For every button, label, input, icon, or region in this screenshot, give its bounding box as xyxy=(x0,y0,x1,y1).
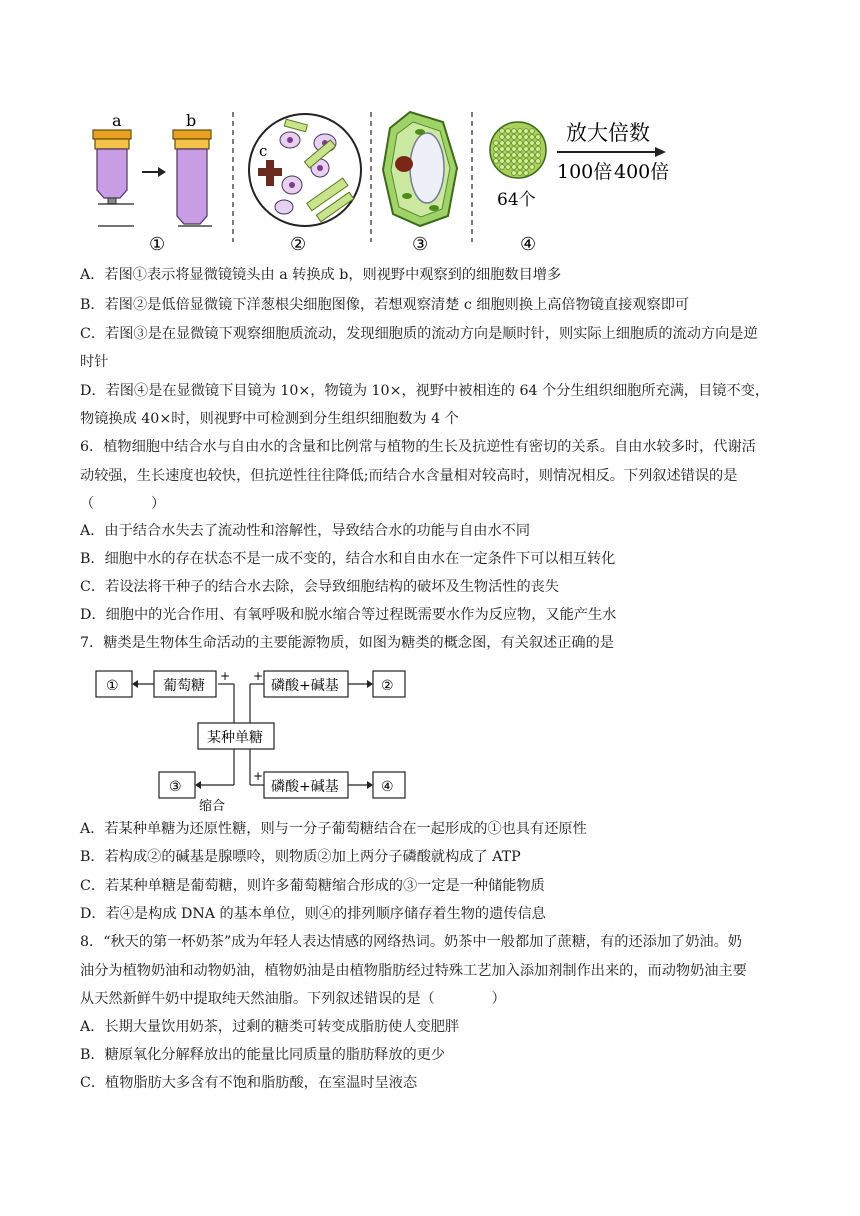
meristem-cell xyxy=(530,147,535,152)
meristem-cell xyxy=(500,135,505,140)
q8-option-a: A．长期大量饮用奶茶，过剩的糖类可转变成脂肪使人变肥胖 xyxy=(80,1019,460,1035)
meristem-cell xyxy=(512,141,517,146)
meristem-cell xyxy=(506,141,511,146)
q7-option-b: B．若构成②的碱基是腺嘌呤，则物质②加上两分子磷酸就构成了 ATP xyxy=(80,849,521,865)
q5-option-d-line2: 物镜换成 40×时，则视野中可检测到分生组织细胞数为 4 个 xyxy=(80,411,459,427)
meristem-cell xyxy=(506,165,511,170)
q5-option-d-line1: D．若图④是在显微镜下目镜为 10×，物镜为 10×，视野中被相连的 64 个分生组织细胞所充满，目镜不变， xyxy=(80,383,770,399)
meristem-cell xyxy=(506,153,511,158)
meristem-cell xyxy=(536,159,541,164)
q6-option-c: C．若设法将干种子的结合水去除，会导致细胞结构的破坏及生物活性的丧失 xyxy=(80,579,560,595)
meristem-cell xyxy=(500,129,505,134)
magnification-400: 400倍 xyxy=(614,161,670,183)
meristem-cell xyxy=(524,159,529,164)
magnification-100: 100倍 xyxy=(557,161,613,183)
meristem-cell xyxy=(512,159,517,164)
meristem-cell xyxy=(512,135,517,140)
meristem-cell xyxy=(500,153,505,158)
q8-stem-line1: 8．“秋天的第一杯奶茶”成为年轻人表达情感的网络热词。奶茶中一般都加了蔗糖，有的还添加了奶油。奶 xyxy=(80,934,742,950)
meristem-cell xyxy=(512,153,517,158)
q8-stem-line2: 油分为植物奶油和动物奶油，植物奶油是由植物脂肪经过特殊工艺加入添加剂制作出来的，而动物奶油主要 xyxy=(80,963,747,979)
meristem-cell xyxy=(518,153,523,158)
meristem-cell xyxy=(524,141,529,146)
q7-option-a: A．若某种单糖为还原性糖，则与一分子葡萄糖结合在一起形成的①也具有还原性 xyxy=(80,821,587,837)
diagram-glucose: 葡萄糖 xyxy=(163,678,205,694)
meristem-cell xyxy=(536,153,541,158)
q6-option-b: B．细胞中水的存在状态不是一成不变的，结合水和自由水在一定条件下可以相互转化 xyxy=(80,551,616,567)
diagram-plus-1: + xyxy=(220,669,231,683)
panel-label-3: ③ xyxy=(412,234,429,255)
objective-lens-b-icon xyxy=(173,111,211,224)
root-tip-cells-icon xyxy=(249,114,361,226)
plant-cell-icon xyxy=(383,112,457,226)
diagram-plus-2: + xyxy=(253,669,264,683)
sugar-concept-diagram xyxy=(0,662,860,812)
q6-option-d: D．细胞中的光合作用、有氧呼吸和脱水缩合等过程既需要水作为反应物，又能产生水 xyxy=(80,607,617,623)
q6-stem-line3: （ ） xyxy=(80,496,166,512)
objective-lens-a-icon xyxy=(93,111,131,204)
diagram-box-2: ② xyxy=(381,678,394,694)
meristem-cell xyxy=(506,159,511,164)
meristem-cell xyxy=(524,135,529,140)
magnification-arrow-label: 放大倍数 xyxy=(566,121,650,145)
meristem-cell xyxy=(512,129,517,134)
meristem-cell xyxy=(506,147,511,152)
meristem-cell xyxy=(494,153,499,158)
diagram-phosphate-base-top: 磷酸+碱基 xyxy=(271,678,339,694)
meristem-cell xyxy=(500,141,505,146)
panel-label-4: ④ xyxy=(520,234,537,255)
label-a: a xyxy=(112,111,122,130)
meristem-cell xyxy=(530,165,535,170)
diagram-box-1: ① xyxy=(106,678,119,694)
q5-option-b: B．若图②是低倍显微镜下洋葱根尖细胞图像，若想观察清楚 c 细胞则换上高倍物镜直接观察即可 xyxy=(80,297,690,313)
meristem-cell xyxy=(536,141,541,146)
meristem-cell xyxy=(524,147,529,152)
label-b: b xyxy=(186,111,197,130)
meristem-cell xyxy=(518,165,523,170)
meristem-cell xyxy=(500,159,505,164)
meristem-cell xyxy=(524,129,529,134)
meristem-cell-cluster-icon xyxy=(490,122,546,210)
diagram-box-4: ④ xyxy=(381,779,394,795)
meristem-cell xyxy=(530,159,535,164)
meristem-cell xyxy=(536,147,541,152)
meristem-cell xyxy=(524,165,529,170)
meristem-cell xyxy=(512,147,517,152)
meristem-cell xyxy=(506,129,511,134)
meristem-cell xyxy=(494,159,499,164)
label-c: c xyxy=(259,142,268,160)
meristem-cell xyxy=(530,153,535,158)
q8-option-b: B．糖原氧化分解释放出的能量比同质量的脂肪释放的更少 xyxy=(80,1047,446,1063)
panel-label-2: ② xyxy=(290,234,307,255)
diagram-box-3: ③ xyxy=(169,779,182,795)
q6-stem-line2: 动较强，生长速度也较快，但抗逆性往往降低;而结合水含量相对较高时，则情况相反。下列叙述错误的是 xyxy=(80,468,738,484)
q6-stem-line1: 6．植物细胞中结合水与自由水的含量和比例常与植物的生长及抗逆性有密切的关系。自由水较多时，代谢活 xyxy=(80,439,756,455)
diagram-plus-3: + xyxy=(253,769,264,783)
panel-label-1: ① xyxy=(149,234,166,255)
q8-option-c: C．植物脂肪大多含有不饱和脂肪酸，在室温时呈液态 xyxy=(80,1075,418,1091)
q5-option-c-line2: 时针 xyxy=(80,354,109,370)
meristem-cell xyxy=(518,129,523,134)
diagram-condensation-label: 缩合 xyxy=(199,799,226,812)
meristem-cell xyxy=(506,135,511,140)
cell-count-label: 64个 xyxy=(497,190,536,210)
meristem-cell xyxy=(518,135,523,140)
microscope-figure xyxy=(0,0,860,260)
q8-stem-line3: 从天然新鲜牛奶中提取纯天然油脂。下列叙述错误的是（ ） xyxy=(80,991,506,1007)
meristem-cell xyxy=(530,141,535,146)
meristem-cell xyxy=(518,171,523,176)
diagram-monosaccharide: 某种单糖 xyxy=(207,730,263,746)
meristem-cell xyxy=(524,153,529,158)
meristem-cell xyxy=(512,171,517,176)
q7-option-d: D．若④是构成 DNA 的基本单位，则④的排列顺序储存着生物的遗传信息 xyxy=(80,906,546,922)
meristem-cell xyxy=(500,165,505,170)
meristem-cell xyxy=(494,141,499,146)
meristem-cell xyxy=(524,171,529,176)
meristem-cell xyxy=(512,165,517,170)
q5-option-a: A．若图①表示将显微镜镜头由 a 转换成 b，则视野中观察到的细胞数目增多 xyxy=(80,267,562,283)
q7-stem: 7．糖类是生物体生命活动的主要能源物质，如图为糖类的概念图，有关叙述正确的是 xyxy=(80,635,614,651)
meristem-cell xyxy=(536,135,541,140)
meristem-cell xyxy=(518,141,523,146)
q5-option-c-line1: C．若图③是在显微镜下观察细胞质流动，发现细胞质的流动方向是顺时针，则实际上细胞质的流动方向是逆 xyxy=(80,326,758,342)
meristem-cell xyxy=(518,147,523,152)
meristem-cell xyxy=(530,129,535,134)
meristem-cell xyxy=(518,159,523,164)
meristem-cell xyxy=(494,147,499,152)
q6-option-a: A．由于结合水失去了流动性和溶解性，导致结合水的功能与自由水不同 xyxy=(80,523,531,539)
meristem-cell xyxy=(500,147,505,152)
q7-option-c: C．若某种单糖是葡萄糖，则许多葡萄糖缩合形成的③一定是一种储能物质 xyxy=(80,878,545,894)
meristem-cell xyxy=(530,135,535,140)
diagram-phosphate-base-bottom: 磷酸+碱基 xyxy=(271,779,339,795)
